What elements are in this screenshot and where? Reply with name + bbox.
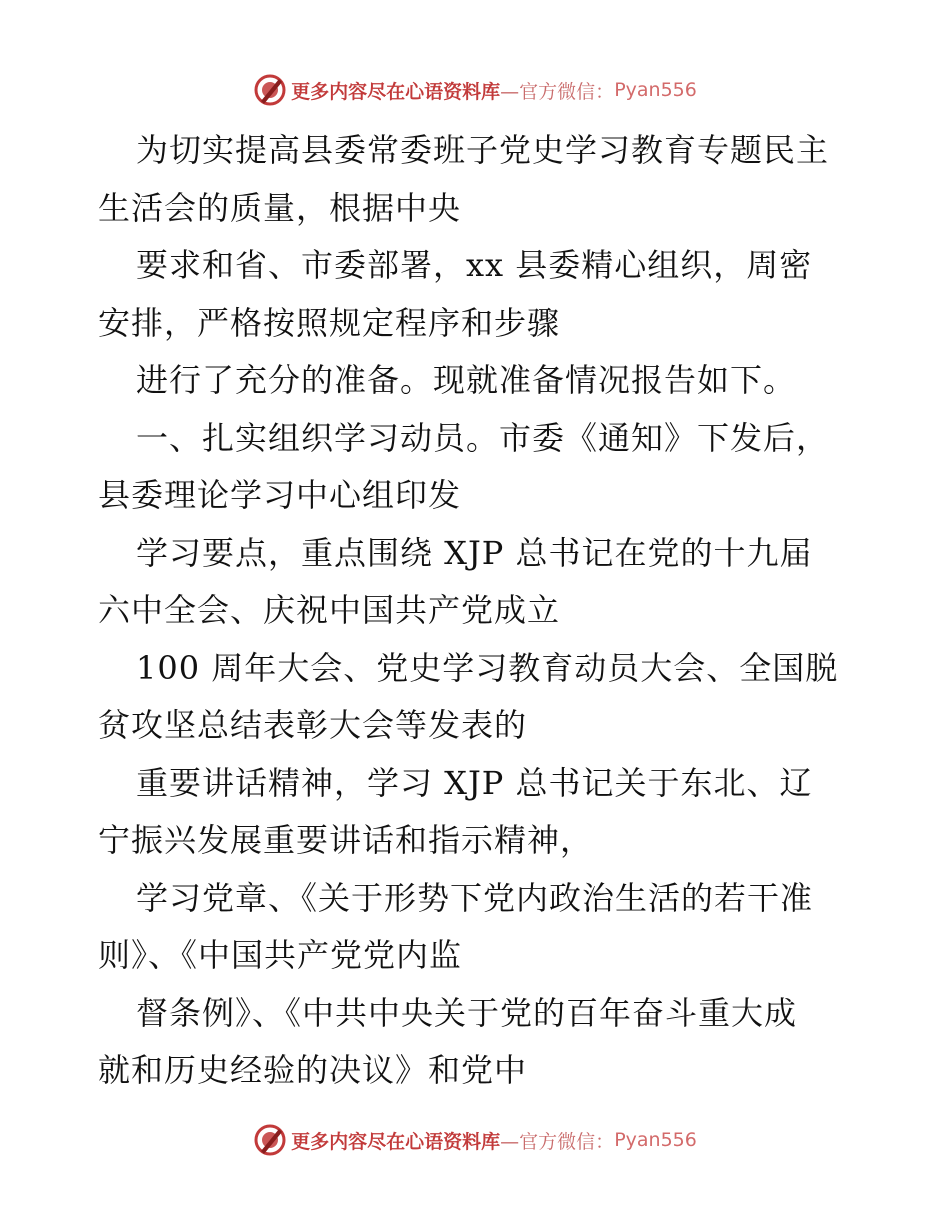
watermark-separator: —官方微信： xyxy=(500,80,615,103)
text-line: 要求和省、市委部署，xx 县委精心组织，周密 xyxy=(136,246,813,284)
text-line: 学习党章、《关于形势下党内政治生活的若干准 xyxy=(136,878,814,917)
text-line: 100 周年大会、党史学习教育动员大会、全国脱 xyxy=(136,648,839,687)
text-line: 督条例》、《中共中央关于党的百年奋斗重大成 xyxy=(136,993,798,1032)
header-watermark xyxy=(0,70,950,110)
text-line: 生活会的质量，根据中央 xyxy=(98,188,462,227)
text-line: 安排，严格按照规定程序和步骤 xyxy=(98,303,561,342)
watermark-main-text: 更多内容尽在心语资料库 xyxy=(291,80,501,103)
text-line: 一、扎实组织学习动员。市委《通知》下发后， xyxy=(136,418,830,457)
text-line: 贫攻坚总结表彰大会等发表的 xyxy=(98,706,528,744)
quill-logo-icon xyxy=(253,1123,287,1157)
text-line: 进行了充分的准备。现就准备情况报告如下。 xyxy=(136,361,797,399)
text-line: 县委理论学习中心组印发 xyxy=(98,476,462,514)
document-body xyxy=(98,122,858,1100)
watermark-main-text: 更多内容尽在心语资料库 xyxy=(291,1130,501,1153)
text-line: 学习要点，重点围绕 XJP 总书记在党的十九届 xyxy=(136,533,813,572)
watermark-wechat-id: Pyan556 xyxy=(614,79,697,101)
text-line: 宁振兴发展重要讲话和指示精神， xyxy=(98,821,594,859)
footer-watermark xyxy=(0,1120,950,1160)
text-line: 六中全会、庆祝中国共产党成立 xyxy=(98,591,561,629)
watermark-wechat-id: Pyan556 xyxy=(614,1129,697,1151)
quill-logo-icon xyxy=(253,73,287,107)
watermark-separator: —官方微信： xyxy=(500,1130,615,1153)
text-line: 重要讲话精神，学习 XJP 总书记关于东北、辽 xyxy=(136,763,813,802)
text-line: 就和历史经验的决议》和党中 xyxy=(98,1051,528,1089)
text-line: 为切实提高县委常委班子党史学习教育专题民主 xyxy=(136,131,830,169)
text-line: 则》、《中国共产党党内监 xyxy=(98,936,463,974)
